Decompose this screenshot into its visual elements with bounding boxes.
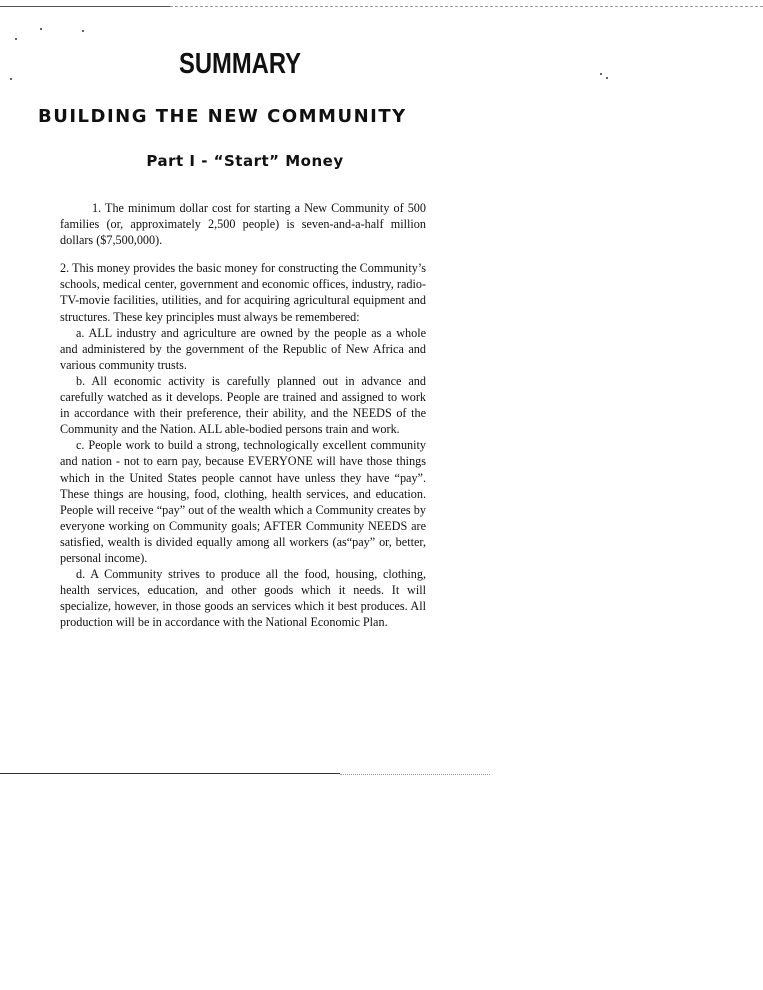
scan-speck xyxy=(40,28,42,30)
paragraph-money-provides: 2. This money provides the basic money for constructing the Community’s schools, medical center, government and economic offices, industry, radio- TV-movie facilities, utilities, and for acquiring agricultural equipment and structures. These key principles must always be remembered: xyxy=(60,261,426,324)
paragraph-minimum-cost: 1. The minimum dollar cost for starting a New Community of 500 families (or, approximately 2,500 people) is seven-and-a-half million dollars ($7,500,000). xyxy=(60,201,426,248)
principle-production: d. A Community strives to produce all the food, housing, clothing, health services, education, and other goods which it needs. It will specialize, however, in those goods an services which it best produces. All production will be in accordance with the National Economic Plan. xyxy=(60,567,426,630)
scan-speck xyxy=(10,78,12,80)
principle-planning: b. All economic activity is carefully planned out in advance and carefully watched as it develops. People are trained and assigned to work in accordance with their preference, their ability, and the NEEDS of the Community and the Nation. ALL able-bodied persons train and work. xyxy=(60,373,426,437)
page-title: SUMMARY xyxy=(178,48,301,80)
part-heading: Part I - “Start” Money xyxy=(146,152,344,170)
section-subtitle: BUILDING THE NEW COMMUNITY xyxy=(38,106,407,127)
principle-work: c. People work to build a strong, technologically excellent community and nation - not to earn pay, because EVERYONE will have those things which in the United States people cannot have unless they have “pay”. These things are housing, food, clothing, health services, and education. People will receive “pay” out of the wealth which a Community creates by everyone working on Community goals; AFTER Community NEEDS are satisfied, wealth is divided equally among all workers (as“pay” or, better, personal income). xyxy=(60,438,426,565)
top-scan-line xyxy=(0,6,170,7)
scan-speck xyxy=(15,38,17,40)
scan-speck xyxy=(82,30,84,32)
principle-ownership: a. ALL industry and agriculture are owned by the people as a whole and administered by the government of the Republic of New Africa and various community trusts. xyxy=(60,325,426,372)
bottom-scan-line xyxy=(0,773,340,774)
bottom-scan-edge xyxy=(340,774,490,775)
scan-speck xyxy=(606,77,608,79)
scan-speck xyxy=(600,73,602,75)
summary-body xyxy=(60,200,426,630)
